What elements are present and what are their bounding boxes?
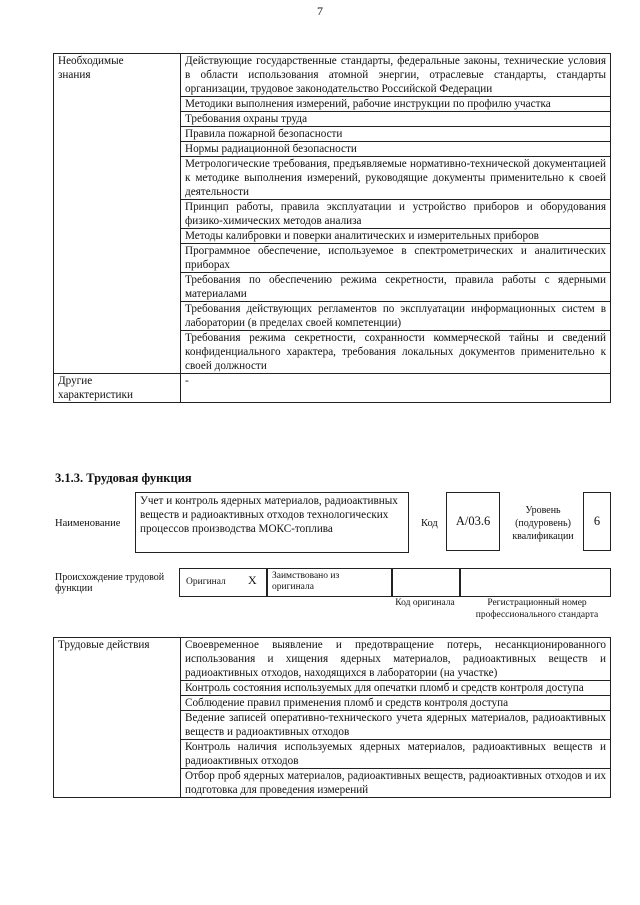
borrowed-text: Заимствовано из оригинала: [272, 571, 340, 592]
name-label: Наименование: [55, 518, 121, 529]
section-title: 3.1.3. Трудовая функция: [55, 471, 192, 485]
original-cell: [179, 568, 268, 597]
row-value: Отбор проб ядерных материалов, радиоактивных веществ, радиоактивных отходов и их подготовка для проведения измерений: [181, 769, 611, 798]
row-value: Правила пожарной безопасности: [181, 127, 611, 142]
table-row: [54, 638, 611, 681]
row-value: Принцип работы, правила эксплуатации и устройство приборов и оборудования физико-химических методов анализа: [181, 200, 611, 229]
row-value: Контроль состояния используемых для опечатки пломб и средств контроля доступа: [181, 681, 611, 696]
row-label-line: Другие: [58, 375, 93, 387]
row-value: Требования действующих регламентов по эксплуатации информационных систем в лаборатории (в пределах своей компетенции): [181, 302, 611, 331]
row-value: Требования по обеспечению режима секретности, правила работы с ядерными материалами: [181, 273, 611, 302]
code-caption: Код оригинала: [395, 598, 455, 608]
reg-caption: Регистрационный номер профессионального стандарта: [475, 598, 599, 620]
page-number: 7: [317, 4, 323, 18]
row-value: Программное обеспечение, используемое в спектрометрических и аналитических приборах: [181, 244, 611, 273]
row-label: [54, 54, 181, 374]
borrowed-cell: [266, 568, 393, 597]
original-mark: X: [248, 573, 257, 587]
table-row: [54, 54, 611, 97]
original-text: Оригинал: [186, 577, 226, 587]
row-value: Ведение записей оперативно-технического учета ядерных материалов, радиоактивных веществ и радиоактивных отходов: [181, 711, 611, 740]
reg-number-cell: [459, 568, 611, 597]
level-value: 6: [583, 492, 611, 551]
row-value: Методы калибровки и поверки аналитических и измерительных приборов: [181, 229, 611, 244]
row-value: Своевременное выявление и предотвращение потерь, несанкционированного использования и хищения ядерных материалов, радиоактивных веществ и радиоактивных отходов, находящихся в лаборатории (на участке): [181, 638, 611, 681]
row-value: Соблюдение правил применения пломб и средств контроля доступа: [181, 696, 611, 711]
row-label-line: Необходимые: [58, 55, 124, 67]
row-value: Метрологические требования, предъявляемые нормативно-технической документацией к методике выполнения измерений, руководящие документы применительно к своей деятельности: [181, 157, 611, 200]
knowledge-table: [53, 53, 611, 403]
row-value: Требования режима секретности, сохранности коммерческой тайны и сведений конфиденциального характера, требования локальных документов применительно к своей должности: [181, 331, 611, 374]
row-value: Методики выполнения измерений, рабочие инструкции по профилю участка: [181, 97, 611, 112]
level-label: Уровень (подуровень) квалификации: [512, 505, 574, 542]
row-label-line: Трудовые действия: [58, 639, 150, 651]
row-value: Контроль наличия используемых ядерных материалов, радиоактивных веществ и радиоактивных отходов: [181, 740, 611, 769]
code-label: Код: [421, 518, 438, 529]
table-row: [54, 374, 611, 403]
row-value: Требования охраны труда: [181, 112, 611, 127]
function-code: А/03.6: [446, 492, 500, 551]
row-label-line: знания: [58, 69, 91, 81]
row-value: Нормы радиационной безопасности: [181, 142, 611, 157]
original-code-cell: [391, 568, 461, 597]
row-label: [54, 638, 181, 798]
origin-label: Происхождение трудовой функции: [55, 572, 165, 594]
row-label-line: характеристики: [58, 389, 133, 401]
function-name: Учет и контроль ядерных материалов, радиоактивных веществ и радиоактивных отходов технологических процессов производства МОКС-топлива: [135, 492, 409, 553]
row-label: [54, 374, 181, 403]
row-value: Действующие государственные стандарты, федеральные законы, технические условия в области использования атомной энергии, отраслевые стандарты, стандарты организации, трудовое законодательство Российской Федерации: [181, 54, 611, 97]
row-value: -: [181, 374, 611, 403]
actions-table: [53, 637, 611, 798]
